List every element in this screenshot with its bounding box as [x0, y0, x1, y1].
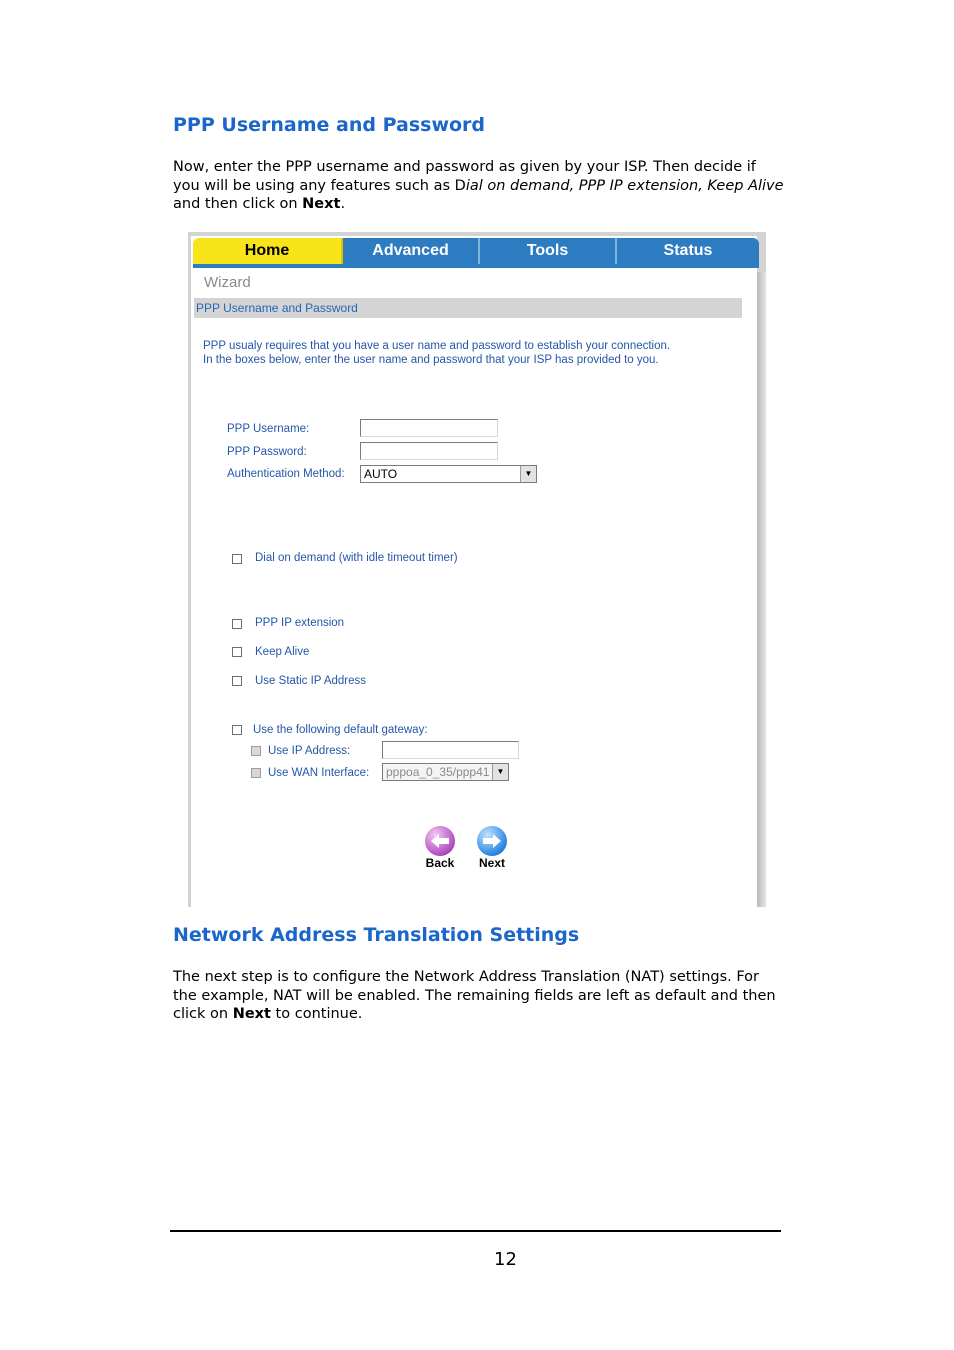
next-label: Next: [478, 856, 505, 870]
wan-interface-value: pppoa_0_35/ppp41: [386, 765, 490, 779]
intro-line: In the boxes below, enter the user name and password that your ISP has provided to you.: [203, 354, 659, 366]
footer-rule: [170, 1230, 781, 1232]
paragraph-text: and then click on: [173, 196, 303, 212]
auth-method-value: AUTO: [364, 467, 398, 481]
static-ip-label: Use Static IP Address: [255, 675, 367, 687]
paragraph-bold: Next: [302, 196, 341, 212]
use-wan-interface-label: Use WAN Interface:: [268, 767, 370, 779]
use-ip-address-checkbox[interactable]: [251, 746, 261, 756]
nav-underline: [193, 264, 759, 268]
paragraph-text: to continue.: [270, 1006, 363, 1022]
auth-method-select[interactable]: [360, 465, 537, 483]
paragraph-italic: ial on demand, PPP IP extension, Keep Alive: [465, 177, 784, 194]
panel-shadow: [757, 272, 766, 907]
tab-home[interactable]: Home: [193, 238, 343, 264]
wan-interface-select[interactable]: [382, 763, 509, 781]
use-ip-address-label: Use IP Address:: [268, 745, 351, 757]
tab-tools[interactable]: Tools: [480, 238, 617, 264]
use-wan-interface-checkbox[interactable]: [251, 768, 261, 778]
default-gateway-checkbox[interactable]: [232, 725, 242, 735]
section-paragraph-nat: [173, 968, 785, 1024]
section-paragraph-ppp: [173, 158, 785, 214]
static-ip-checkbox[interactable]: [232, 676, 242, 686]
next-arrow-icon: [477, 826, 507, 856]
dial-on-demand-label: Dial on demand (with idle timeout timer): [255, 552, 458, 564]
section-title-bar: PPP Username and Password: [194, 298, 742, 318]
username-label: PPP Username:: [227, 423, 310, 435]
default-gateway-label: Use the following default gateway:: [253, 724, 428, 736]
next-button[interactable]: [472, 826, 512, 870]
top-navigation: [193, 238, 759, 264]
ppp-ip-extension-label: PPP IP extension: [255, 617, 345, 629]
ppp-ip-extension-checkbox[interactable]: [232, 619, 242, 629]
dial-on-demand-checkbox[interactable]: [232, 554, 242, 564]
keep-alive-label: Keep Alive: [255, 646, 310, 658]
intro-text: [203, 339, 670, 367]
chevron-down-icon[interactable]: ▼: [520, 466, 536, 482]
paragraph-bold: Next: [232, 1006, 271, 1022]
section-heading-nat: Network Address Translation Settings: [173, 924, 580, 946]
screenshot-panel: [191, 236, 757, 907]
back-label: Back: [425, 856, 455, 870]
paragraph-text: Now, enter the PPP username and password as given by your ISP. Then decide if you will be using any features such as D: [173, 159, 756, 194]
paragraph-text: .: [340, 196, 346, 212]
arrow-left-icon: [430, 833, 450, 849]
password-input[interactable]: [360, 442, 498, 460]
auth-method-label: Authentication Method:: [227, 468, 345, 480]
username-input[interactable]: [360, 419, 498, 437]
paragraph-text: The next step is to configure the Network Address Translation (NAT) settings. For the example, NAT will be enabled. The remaining fields are left as default and then click on: [173, 969, 776, 1022]
gateway-ip-input[interactable]: [382, 741, 519, 759]
back-button[interactable]: [420, 826, 460, 870]
tab-advanced[interactable]: Advanced: [343, 238, 480, 264]
keep-alive-checkbox[interactable]: [232, 647, 242, 657]
password-label: PPP Password:: [227, 446, 307, 458]
tab-status[interactable]: Status: [617, 238, 759, 264]
section-heading-ppp: PPP Username and Password: [173, 114, 486, 136]
back-arrow-icon: [425, 826, 455, 856]
router-ui-screenshot: [188, 232, 766, 907]
intro-line: PPP usualy requires that you have a user name and password to establish your connection.: [203, 340, 671, 352]
chevron-down-icon[interactable]: ▼: [492, 764, 508, 780]
page-number: 12: [494, 1249, 517, 1270]
arrow-right-icon: [482, 833, 502, 849]
wizard-title: Wizard: [204, 274, 251, 291]
